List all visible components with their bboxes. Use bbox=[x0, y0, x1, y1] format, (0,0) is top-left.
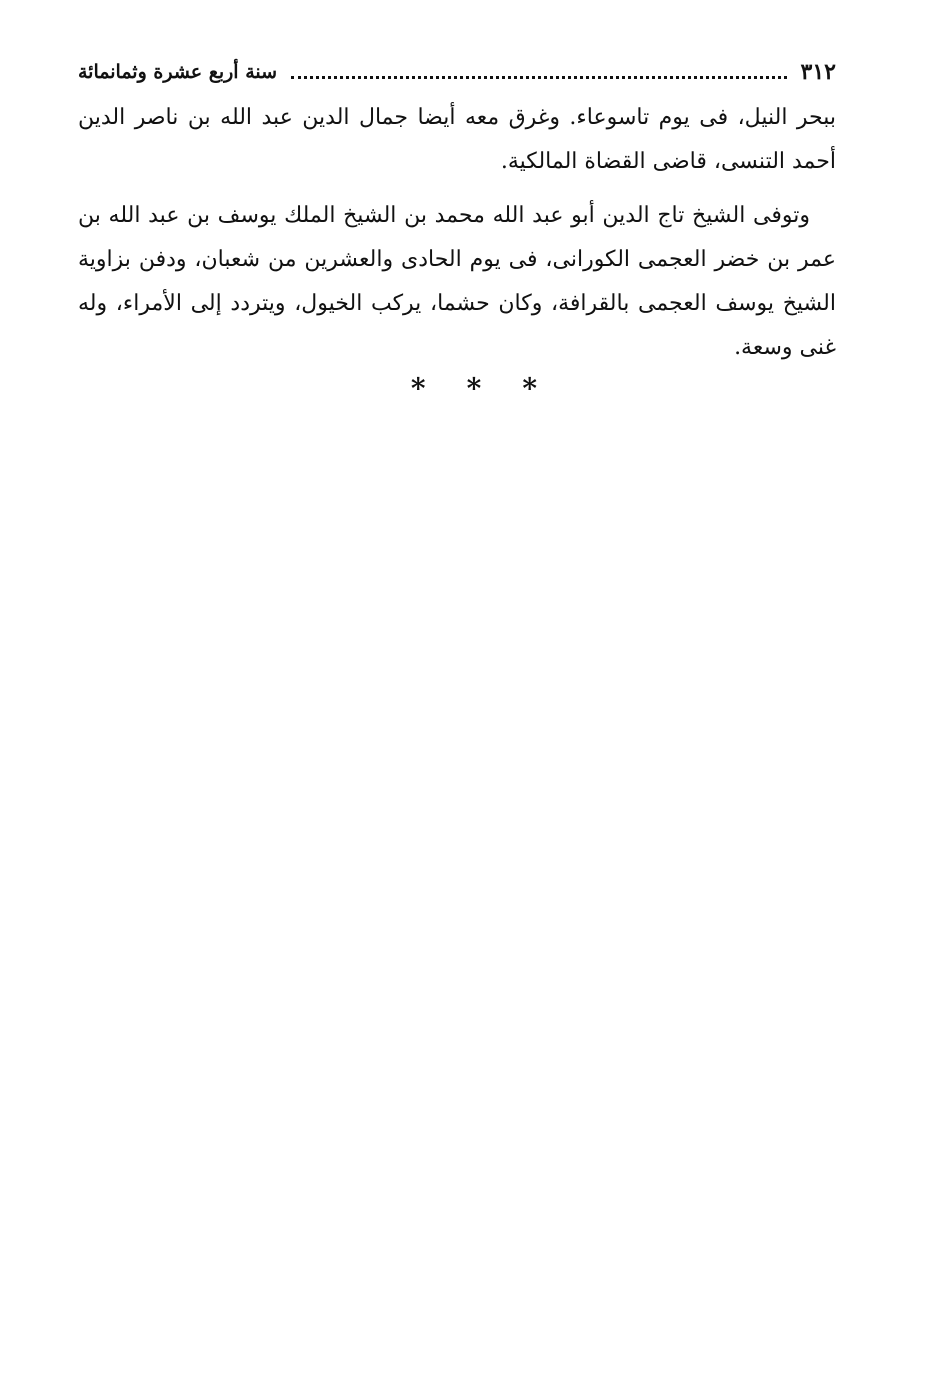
section-separator bbox=[0, 372, 948, 405]
header-leader-dots bbox=[291, 58, 787, 79]
separator-star: * bbox=[522, 372, 538, 405]
separator-star: * bbox=[410, 372, 426, 405]
separator-star: * bbox=[466, 372, 482, 405]
main-text bbox=[78, 96, 836, 370]
paragraph-continued: ببحر النيل، فى يوم تاسوعاء. وغرق معه أيضا جمال الدين عبد الله بن ناصر الدين أحمد التنسى، قاضى القضاة المالكية. bbox=[78, 105, 836, 174]
running-title: سنة أربع عشرة وثمانمائة bbox=[78, 61, 278, 83]
page-header bbox=[78, 52, 836, 92]
page-number: ٣١٢ bbox=[800, 59, 836, 85]
paragraph-obituary: وتوفى الشيخ تاج الدين أبو عبد الله محمد بن الشيخ الملك يوسف بن عبد الله بن عمر بن خضر العجمى الكورانى، فى يوم الحادى والعشرين من شعبان، ودفن بزاوية الشيخ يوسف العجمى بالقرافة، وكان حشما، يركب الخيول، ويتردد إلى الأمراء، وله غنى وسعة. bbox=[78, 203, 836, 360]
